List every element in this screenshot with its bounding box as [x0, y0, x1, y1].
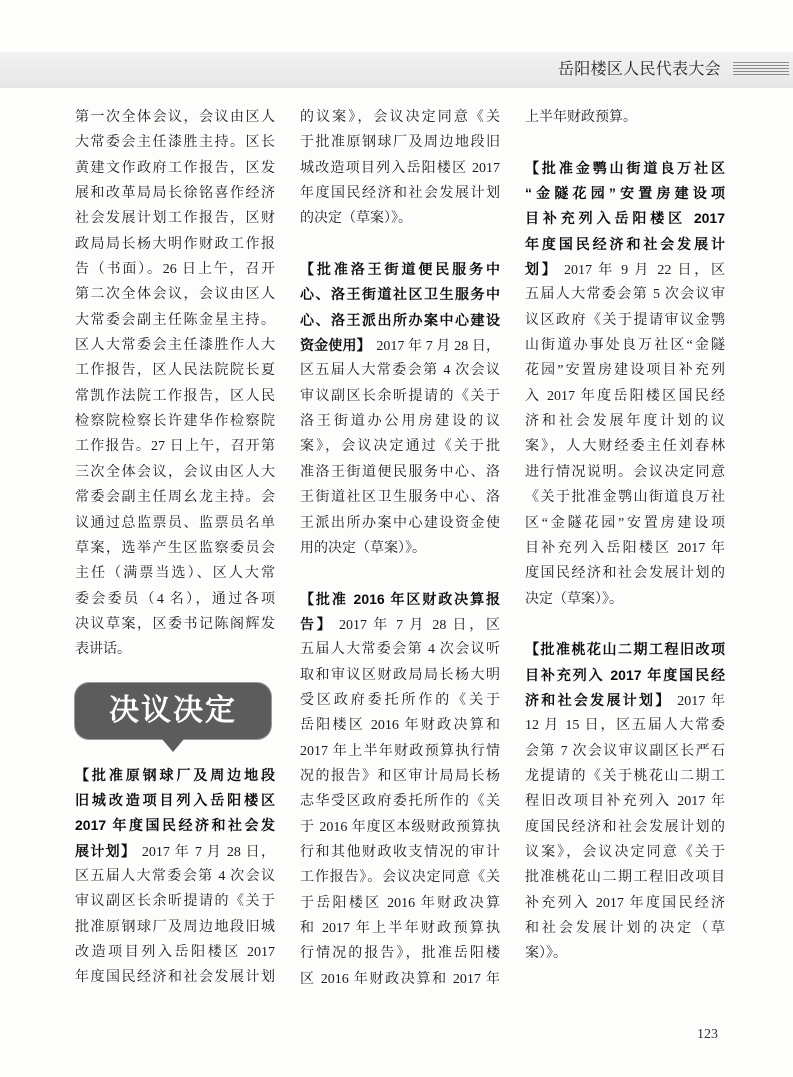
text-line [75, 965, 275, 990]
text-line [525, 663, 725, 688]
text-line [300, 916, 500, 941]
text-line [300, 333, 500, 358]
text-line [75, 864, 275, 889]
body-text: 五届人大常委会第 5 次会议审 [525, 287, 725, 303]
body-text: 年度国民经济和社会发展计划 [75, 970, 275, 986]
body-text: 年度国民经济和社会发展计划 [300, 186, 500, 202]
text-line [525, 789, 725, 814]
paragraph [75, 105, 275, 663]
item-body-text: 2017 年 7 月 28 日， [376, 339, 501, 355]
text-line [75, 206, 275, 231]
text-line [525, 434, 725, 459]
text-line [75, 561, 275, 586]
page-number: 123 [697, 1027, 718, 1042]
text-line [75, 637, 275, 662]
body-text: 度国民经济和社会发展计划的 [525, 819, 725, 835]
body-text: 区人大常委会主任漆胜作人大 [75, 338, 275, 354]
body-text: 三次全体会议，会议由区人大 [75, 464, 275, 480]
text-line [300, 282, 500, 307]
body-text: 议区政府《关于提请审议金鹗 [525, 312, 725, 328]
resolution-item [525, 156, 725, 612]
body-text: 检察院检察长许建华作检察院 [75, 414, 275, 430]
text-line [300, 409, 500, 434]
item-heading-text: 目补充列入 2017 年度国民经 [525, 666, 725, 683]
item-heading-text: 【批准洛王街道便民服务中 [300, 261, 500, 278]
text-line [300, 739, 500, 764]
item-heading-text: 济和社会发展计划】 [525, 691, 672, 708]
text-line [300, 587, 500, 612]
body-text: 准洛王街道便民服务中心、洛 [300, 464, 500, 480]
section-title: 决议决定 [109, 692, 237, 728]
text-line [300, 206, 500, 231]
text-line [525, 333, 725, 358]
body-text: 于批准原钢球厂及周边地段旧 [300, 135, 500, 151]
item-heading-text: “金隧花园”安置房建设项 [525, 185, 725, 202]
section-title-box [75, 683, 271, 739]
text-line [525, 739, 725, 764]
text-line [75, 308, 275, 333]
text-line [75, 181, 275, 206]
text-line [525, 282, 725, 307]
body-text: 议通过总监票员、监票员名单 [75, 515, 275, 531]
header-stripe-ornament [733, 62, 789, 77]
text-line [300, 688, 500, 713]
body-text: 用的决定（草案）》。 [300, 540, 426, 556]
text-line [525, 460, 725, 485]
text-line [525, 637, 725, 662]
text-line [300, 156, 500, 181]
body-text: 的决定（草案）》。 [300, 211, 412, 227]
body-text: 入 2017 年度岳阳楼区国民经 [525, 388, 725, 404]
text-line [75, 813, 275, 838]
body-text: 上半年财政预算。 [525, 110, 637, 125]
text-line [525, 409, 725, 434]
body-text: 审议副区长余昕提请的《关于 [75, 894, 275, 910]
body-text: 花园”安置房建设项目补充列 [525, 363, 725, 379]
text-line [300, 105, 500, 130]
body-text: 社会发展计划工作报告，区财 [75, 211, 275, 227]
body-text: 工作报告》。会议决定同意《关 [300, 870, 500, 886]
body-text: 黄建文作政府工作报告，区发 [75, 160, 275, 176]
body-text: 况的报告》和区审计局局长杨 [300, 768, 500, 784]
body-text: 济和社会发展年度计划的议 [525, 414, 725, 430]
item-heading-text: 旧城改造项目列入岳阳楼区 [75, 791, 275, 808]
text-line [300, 764, 500, 789]
text-line [300, 257, 500, 282]
body-text: 目补充列入岳阳楼区 2017 年 [525, 540, 725, 556]
text-line [300, 358, 500, 383]
text-line [300, 485, 500, 510]
item-heading-text: 【批准 2016 年区财政决算报 [300, 590, 500, 607]
body-text: 的议案》，会议决定同意《关 [300, 110, 500, 125]
text-line [300, 511, 500, 536]
text-line [300, 434, 500, 459]
body-text: 批准桃花山二期工程旧改项目 [525, 870, 725, 886]
body-text: 大常委会副主任陈金星主持。 [75, 312, 275, 328]
text-line [525, 308, 725, 333]
item-heading-text: 心、洛王派出所办案中心建设 [300, 311, 500, 328]
body-text: 12 月 15 日，区五届人大常委 [525, 718, 725, 734]
item-heading-text: 年度国民经济和社会发展计 [525, 235, 725, 252]
text-line [300, 181, 500, 206]
text-line [525, 865, 725, 890]
paragraph [300, 105, 500, 232]
body-text: 常委会副主任周幺龙主持。会 [75, 490, 275, 506]
body-text: 区“金隧花园”安置房建设项 [525, 515, 725, 531]
item-heading-text: 资金使用】 [300, 337, 371, 354]
text-line [75, 130, 275, 155]
body-text: 告（书面）。26 日上午，召开 [75, 262, 275, 278]
text-line [525, 105, 725, 130]
item-heading-text: 展计划】 [75, 842, 137, 859]
body-text: 决议草案，区委书记陈阁辉发 [75, 616, 275, 632]
body-text: 洛王街道办公用房建设的议 [300, 414, 500, 430]
item-heading-text: 划】 [525, 261, 559, 278]
text-line [300, 460, 500, 485]
resolution-item [300, 257, 500, 561]
body-text: 取和审议区财政局局长杨大明 [300, 667, 500, 683]
item-heading-text: 2017 年度国民经济和社会发 [75, 817, 275, 834]
text-line [525, 688, 725, 713]
body-text: 行和其他财政收支情况的审计 [300, 844, 500, 860]
resolution-item [75, 763, 275, 991]
item-heading-text: 【批准金鹗山街道良万社区 [525, 159, 725, 176]
text-line [525, 941, 725, 966]
text-line [525, 358, 725, 383]
text-line [300, 713, 500, 738]
text-line [75, 257, 275, 282]
body-text: 会第 7 次会议审议副区长严石 [525, 743, 725, 759]
text-line [75, 358, 275, 383]
resolution-item [525, 637, 725, 966]
text-line [525, 840, 725, 865]
text-line [75, 839, 275, 864]
text-line [525, 764, 725, 789]
item-heading-text: 心、洛王街道社区卫生服务中 [300, 286, 500, 303]
body-text: 大常委会主任漆胜主持。区长 [75, 135, 275, 151]
body-text: 岳阳楼区 2016 年财政决算和 [300, 718, 500, 734]
body-text: 决定（草案）》。 [525, 591, 623, 607]
text-column-1 [75, 105, 275, 991]
body-text: 山街道办事处良万社区“金隧 [525, 338, 725, 354]
text-line [300, 967, 500, 992]
text-line [525, 181, 725, 206]
body-text: 2017 年上半年财政预算执行情 [300, 743, 500, 759]
body-text: 常凯作法院工作报告，区人民 [75, 388, 275, 404]
body-text: 王街道社区卫生服务中心、洛 [300, 490, 500, 506]
text-line [525, 257, 725, 282]
text-line [525, 891, 725, 916]
text-line [525, 815, 725, 840]
resolution-item [300, 587, 500, 993]
text-line [75, 460, 275, 485]
text-line [75, 333, 275, 358]
body-text: 城改造项目列入岳阳楼区 2017 [300, 160, 500, 176]
body-text: 审议副区长余昕提请的《关于 [300, 388, 500, 404]
text-line [300, 815, 500, 840]
text-line [75, 409, 275, 434]
body-text: 案》，人大财经委主任刘春林 [525, 439, 725, 455]
text-line [300, 789, 500, 814]
text-line [525, 561, 725, 586]
body-text: 受区政府委托所作的《关于 [300, 692, 500, 708]
text-line [525, 587, 725, 612]
text-line [75, 434, 275, 459]
body-text: 工作报告。27 日上午，召开第 [75, 439, 275, 455]
text-line [75, 889, 275, 914]
text-line [300, 384, 500, 409]
body-text: 王派出所办案中心建设资金使 [300, 515, 500, 531]
text-line [75, 915, 275, 940]
item-heading-text: 告】 [300, 615, 334, 632]
text-line [525, 916, 725, 941]
text-line [525, 485, 725, 510]
text-line [75, 282, 275, 307]
text-line [75, 485, 275, 510]
body-text: 区五届人大常委会第 4 次会议 [75, 868, 275, 884]
body-text: 区五届人大常委会第 4 次会议 [300, 363, 500, 379]
text-line [75, 511, 275, 536]
paragraph [525, 105, 725, 130]
body-text: 第二次全体会议，会议由区人 [75, 287, 275, 303]
text-line [525, 536, 725, 561]
text-line [300, 130, 500, 155]
text-line [75, 612, 275, 637]
item-heading-text: 【批准原钢球厂及周边地段 [75, 766, 275, 783]
text-line [525, 713, 725, 738]
body-text: 展和改革局局长徐铭喜作经济 [75, 186, 275, 202]
body-text: 和社会发展计划的决定（草 [525, 921, 725, 936]
running-header-title: 岳阳楼区人民代表大会 [557, 61, 721, 78]
body-text: 《关于批准金鹗山街道良万社 [525, 490, 725, 506]
text-line [300, 891, 500, 916]
text-line [300, 663, 500, 688]
text-line [75, 940, 275, 965]
body-text: 程旧改项目补充列入 2017 年 [525, 794, 725, 810]
body-text: 补充列入 2017 年度国民经济 [525, 895, 725, 911]
text-line [525, 232, 725, 257]
text-line [75, 763, 275, 788]
item-heading-text: 目补充列入岳阳楼区 2017 [525, 210, 725, 227]
text-line [300, 840, 500, 865]
body-text: 改造项目列入岳阳楼区 2017 [75, 944, 275, 960]
text-line [525, 384, 725, 409]
text-line [75, 156, 275, 181]
item-heading-text: 【批准桃花山二期工程旧改项 [525, 641, 725, 658]
body-text: 表讲话。 [75, 642, 131, 658]
body-text: 于 2016 年度区本级财政预算执 [300, 819, 500, 835]
text-line [300, 612, 500, 637]
body-text: 草案，选举产生区监察委员会 [75, 540, 275, 556]
body-text: 和 2017 年上半年财政预算执 [300, 921, 500, 936]
text-line [75, 232, 275, 257]
text-line [525, 156, 725, 181]
body-text: 龙提请的《关于桃花山二期工 [525, 768, 725, 784]
body-text: 志华受区政府委托所作的《关 [300, 794, 500, 810]
item-body-text: 2017 年 9 月 22 日，区 [564, 263, 725, 279]
body-text: 度国民经济和社会发展计划的 [525, 566, 725, 582]
text-line [300, 536, 500, 561]
body-text: 议案》，会议决定同意《关于 [525, 844, 725, 860]
body-text: 第一次全体会议，会议由区人 [75, 110, 275, 125]
body-text: 案》，会议决定通过《关于批 [300, 439, 500, 455]
item-body-text: 2017 年 7 月 28 日， [141, 844, 276, 860]
body-text: 于岳阳楼区 2016 年财政决算 [300, 895, 500, 911]
body-text: 五届人大常委会第 4 次会议听 [300, 642, 500, 658]
text-line [75, 587, 275, 612]
text-line [525, 511, 725, 536]
body-text: 行情况的报告》，批准岳阳楼 [300, 946, 500, 962]
body-text: 进行情况说明。会议决定同意 [525, 464, 725, 480]
text-line [300, 637, 500, 662]
body-text: 批准原钢球厂及周边地段旧城 [75, 919, 275, 935]
text-line [300, 941, 500, 966]
text-column-2 [300, 105, 500, 992]
text-line [300, 865, 500, 890]
body-text: 政局局长杨大明作财政工作报 [75, 236, 275, 252]
text-line [75, 536, 275, 561]
body-text: 委会委员（4 名），通过各项 [75, 591, 275, 607]
body-text: 主任（满票当选）、区人大常 [75, 566, 275, 582]
text-column-3 [525, 105, 725, 967]
body-text: 案）》。 [525, 946, 567, 962]
item-body-text: 2017 年 7 月 28 日，区 [339, 617, 500, 633]
text-line [75, 788, 275, 813]
text-line [75, 384, 275, 409]
body-text: 区 2016 年财政决算和 2017 年 [300, 971, 500, 987]
body-text: 工作报告，区人民法院院长夏 [75, 363, 275, 379]
item-body-text: 2017 年 [677, 693, 726, 709]
text-line [75, 105, 275, 130]
text-line [525, 206, 725, 231]
text-line [300, 308, 500, 333]
